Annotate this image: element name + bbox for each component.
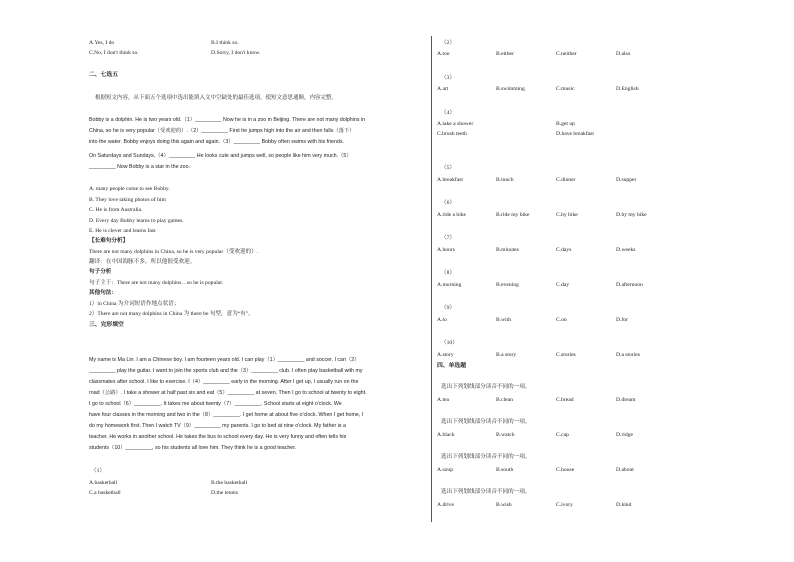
analysis-subheading: 句子分析: [89, 269, 112, 275]
option-b[interactable]: B.I think so.: [211, 40, 239, 46]
option-c[interactable]: C.No, I don't think so.: [89, 50, 139, 56]
pron-instruction: 选出下列划线部分读音不同的一项。: [441, 384, 531, 390]
question-number: （8）: [441, 270, 455, 276]
passage-1-line: _________ Now Bobby is a star in the zoo.: [89, 164, 191, 170]
choice-e: E. He is clever and learns fast: [89, 228, 156, 234]
question-number: （6）: [441, 200, 455, 206]
option-b[interactable]: B.a story: [496, 352, 517, 358]
question-number: （10）: [441, 340, 458, 346]
passage-2-line: students（10）_________, so his students all love him. They think he is a good teacher.: [89, 445, 297, 451]
pron-instruction: 选出下列划线部分读音不同的一项。: [441, 419, 531, 425]
section-2-title: 二、七选五: [89, 72, 118, 78]
passage-2-line: teacher. He works in another school. He takes the bus to school every day. He is very funny and often tells his: [89, 434, 347, 440]
option-c[interactable]: C.bread: [556, 397, 574, 403]
option-c[interactable]: C.on: [556, 317, 567, 323]
passage-1-line: China, so he is very popular（受欢迎的）.（2）_________ First he jumps high into the air and then falls（落下）: [89, 128, 355, 134]
option-d[interactable]: D.weeks: [616, 247, 636, 253]
option-c[interactable]: C.music: [556, 86, 575, 92]
question-1-number: （1）: [91, 468, 105, 474]
option-c[interactable]: C.stories: [556, 352, 576, 358]
passage-1-line: On Saturdays and Sundays,（4）_________ He looks cute and jumps well, so people like him very much.（5）: [89, 153, 352, 159]
option-a[interactable]: A.too: [437, 51, 450, 57]
option-b[interactable]: B.clean: [496, 397, 513, 403]
option-a[interactable]: A.take a shower: [437, 121, 474, 127]
section-2-instruction: 根据短文内容，从下面五个选项中选出能填入文中空缺处的最佳选项，使短文意思通顺，内容完整。: [95, 95, 338, 101]
column-divider: [431, 36, 432, 522]
analysis-sentence: There are not many dolphins in China, so he is very popular（受欢迎的）.: [89, 249, 259, 255]
option-d[interactable]: D.kind: [616, 502, 632, 508]
option-a[interactable]: A.hours: [437, 247, 455, 253]
passage-2-line: do my homework first. Then I watch TV（9）_________ my parents. I go to bed at nine o'clock. My father is a: [89, 423, 346, 429]
option-b[interactable]: B.the basketball: [211, 480, 248, 486]
option-b[interactable]: B.ride my bike: [496, 212, 530, 218]
question-number: （7）: [441, 235, 455, 241]
option-c[interactable]: C.house: [556, 467, 575, 473]
option-d[interactable]: D.have breakfast: [556, 131, 594, 137]
choice-b: B. They love taking photos of him: [89, 197, 166, 203]
option-a[interactable]: A.Yes, I do: [89, 40, 115, 46]
passage-2-line: classmates after school. I like to exercise. I（4）_________ early in the morning. After I get up, I usually run on the: [89, 379, 359, 385]
option-a[interactable]: A.morning: [437, 282, 462, 288]
option-d[interactable]: D.supper: [616, 177, 637, 183]
option-d[interactable]: D.a stories: [616, 352, 640, 358]
option-b[interactable]: B.minutes: [496, 247, 519, 253]
pron-instruction: 选出下列划线部分读音不同的一项。: [441, 454, 531, 460]
option-c[interactable]: C.day: [556, 282, 570, 288]
option-b[interactable]: B.lunch: [496, 177, 514, 183]
option-d[interactable]: D.also: [616, 51, 631, 57]
option-d[interactable]: D.for: [616, 317, 628, 323]
choice-d: D. Every day Bobby learns to play games.: [89, 218, 184, 224]
option-a[interactable]: A.to: [437, 317, 447, 323]
option-a[interactable]: A.basketball: [89, 480, 118, 486]
option-a[interactable]: A.story: [437, 352, 454, 358]
analysis-other-syntax: 其他句法：: [89, 290, 117, 296]
option-c[interactable]: C.dinner: [556, 177, 576, 183]
option-a[interactable]: A.art: [437, 86, 449, 92]
option-c[interactable]: C.a basketball: [89, 490, 121, 496]
question-number: （9）: [441, 305, 455, 311]
option-c[interactable]: C.brush teeth: [437, 131, 467, 137]
pron-instruction: 选出下列划线部分读音不同的一项。: [441, 489, 531, 495]
option-b[interactable]: B.wish: [496, 502, 512, 508]
analysis-heading: 【长难句分析】: [89, 238, 129, 244]
option-c[interactable]: C.neither: [556, 51, 577, 57]
section-3-title: 三、完形填空: [89, 322, 124, 328]
option-b[interactable]: B.swimming: [496, 86, 525, 92]
question-number: （3）: [441, 75, 455, 81]
question-number: （2）: [441, 40, 455, 46]
passage-1-line: Bobby is a dolphin. He is two years old.（1）_________ Now he is in a zoo in Beijing. There are not many dolphins in: [89, 117, 366, 123]
option-c[interactable]: C.by bike: [556, 212, 578, 218]
option-d[interactable]: D.about: [616, 467, 634, 473]
analysis-main-clause: 句子主干：There are not many dolphins…so he is popular.: [89, 280, 224, 286]
option-a[interactable]: A.tea: [437, 397, 449, 403]
option-d[interactable]: D.afternoon: [616, 282, 643, 288]
question-number: （5）: [441, 165, 455, 171]
option-a[interactable]: A.ride a bike: [437, 212, 467, 218]
option-c[interactable]: C.cap: [556, 432, 569, 438]
option-b[interactable]: B.evening: [496, 282, 519, 288]
option-d[interactable]: D.the tennis: [211, 490, 239, 496]
option-c[interactable]: C.days: [556, 247, 572, 253]
passage-1-line: into the water. Bobby enjoys doing this again and again.（3）_________ Bobby often swims with his friends.: [89, 139, 344, 145]
option-c[interactable]: C.ivory: [556, 502, 573, 508]
option-b[interactable]: B.get up: [556, 121, 575, 127]
option-a[interactable]: A.drive: [437, 502, 454, 508]
analysis-point-2: 2）There are not many dolphins in China 为 there be 句型，意为“有”。: [89, 311, 254, 317]
analysis-translation: 翻译：在中国海豚不多，所以他很受欢迎。: [89, 259, 196, 265]
option-b[interactable]: B.south: [496, 467, 514, 473]
passage-2-line: have four classes in the morning and two in the（8）_________. I get home at about five o'clock. When I get home, I: [89, 412, 364, 418]
option-a[interactable]: A.soup: [437, 467, 454, 473]
passage-2-line: road（公路）. I take a shower at half past six and eat（5）_________ at seven. Then I go to school at twenty to eight.: [89, 390, 367, 396]
option-a[interactable]: A.black: [437, 432, 455, 438]
option-d[interactable]: D.ridge: [616, 432, 633, 438]
option-b[interactable]: B.watch: [496, 432, 515, 438]
option-a[interactable]: A.breakfast: [437, 177, 463, 183]
option-d[interactable]: D.by my bike: [616, 212, 647, 218]
option-b[interactable]: B.with: [496, 317, 512, 323]
choice-a: A. many people come to see Bobby.: [89, 186, 170, 192]
option-d[interactable]: D.Sorry, I don't know.: [211, 50, 261, 56]
option-d[interactable]: D.dream: [616, 397, 636, 403]
question-number: （4）: [441, 110, 455, 116]
option-d[interactable]: D.English: [616, 86, 639, 92]
passage-2-line: My name is Ma Lin. I am a Chinese boy. I am fourteen years old. I can play（1）_________ and soccer. I can（2）: [89, 357, 360, 363]
option-b[interactable]: B.either: [496, 51, 514, 57]
section-4-title: 四、单选题: [437, 363, 466, 369]
choice-c: C. He is from Australia.: [89, 207, 143, 213]
passage-2-line: I go to school（6）_________. It takes me about twenty（7）_________. School starts at eight o'clock. We: [89, 401, 342, 407]
analysis-point-1: 1）in China 为介词短语作地点状语；: [89, 301, 180, 307]
passage-2-line: _________ play the guitar. I want to join the sports club and the（3）_________ club. I often play basketball with my: [89, 368, 363, 374]
